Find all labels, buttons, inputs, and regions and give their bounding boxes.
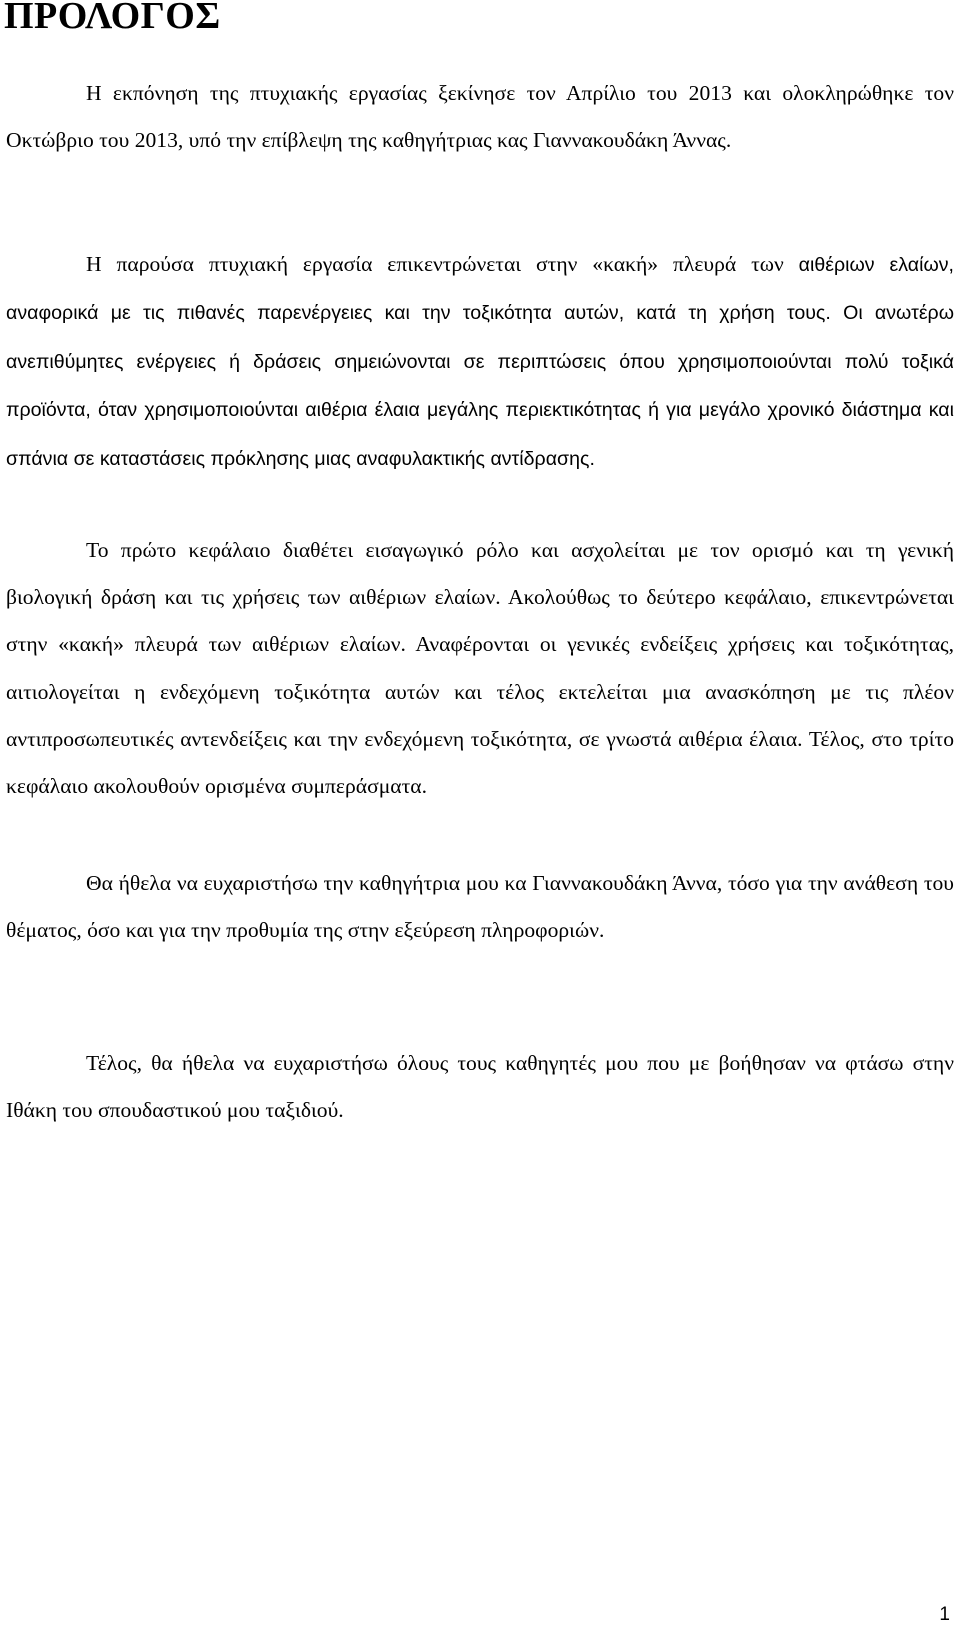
page-number: 1 — [939, 1604, 950, 1625]
paragraph-4 — [6, 860, 954, 954]
paragraph-2 — [6, 241, 954, 483]
paragraph-5-text: Τέλος, θα ήθελα να ευχαριστήσω όλους τους καθηγητές μου που με βοήθησαν να φτάσω στην Ιθάκη του σπουδαστικού μου ταξιδιού. — [6, 1051, 954, 1123]
paragraph-2-text-sans: αιθέριων ελαίων, αναφορικά με τις πιθανές παρενέργειες και την τοξικότητα αυτών, κατά τη χρήση τους. Οι ανωτέρω ανεπιθύμητες ενέργειες ή δράσεις σημειώνονται σε περιπτώσεις όπου χρησιμοποιούνται πολύ τοξικά προϊόντα, όταν χρησιμοποιούνται αιθέρια έλαια μεγάλης περιεκτικότητας ή για μεγάλο χρονικό διάστημα και σπάνια σε καταστάσεις πρόκλησης μιας αναφυλακτικής αντίδρασης. — [6, 254, 954, 470]
paragraph-3 — [6, 527, 954, 810]
paragraph-1-text: Η εκπόνηση της πτυχιακής εργασίας ξεκίνησε τον Απρίλιο του 2013 και ολοκληρώθηκε τον Οκτώβριο του 2013, υπό την επίβλεψη της καθηγήτριας κας Γιαννακουδάκη Άννας. — [6, 81, 954, 153]
page-title: ΠΡΟΛΟΓΟΣ — [4, 0, 221, 37]
paragraph-5 — [6, 1040, 954, 1134]
paragraph-3-text: Το πρώτο κεφάλαιο διαθέτει εισαγωγικό ρόλο και ασχολείται με τον ορισμό και τη γενική βιολογική δράση και τις χρήσεις των αιθέριων ελαίων. Ακολούθως το δεύτερο κεφάλαιο, επικεντρώνεται στην «κακή» πλευρά των αιθέριων ελαίων. Αναφέρονται οι γενικές ενδείξεις χρήσεις και τοξικότητας, αιτιολογείται η ενδεχόμενη τοξικότητα αυτών και τέλος εκτελείται μια ανασκόπηση με τις πλέον αντιπροσωπευτικές αντενδείξεις και την ενδεχόμενη τοξικότητα, σε γνωστά αιθέρια έλαια. Τέλος, στο τρίτο κεφάλαιο ακολουθούν ορισμένα συμπεράσματα. — [6, 538, 954, 799]
paragraph-4-text: Θα ήθελα να ευχαριστήσω την καθηγήτρια μου κα Γιαννακουδάκη Άννα, τόσο για την ανάθεση του θέματος, όσο και για την προθυμία της στην εξεύρεση πληροφοριών. — [6, 871, 954, 943]
paragraph-1 — [6, 70, 954, 164]
paragraph-2-text-serif: Η παρούσα πτυχιακή εργασία επικεντρώνεται στην «κακή» πλευρά των — [86, 252, 799, 276]
